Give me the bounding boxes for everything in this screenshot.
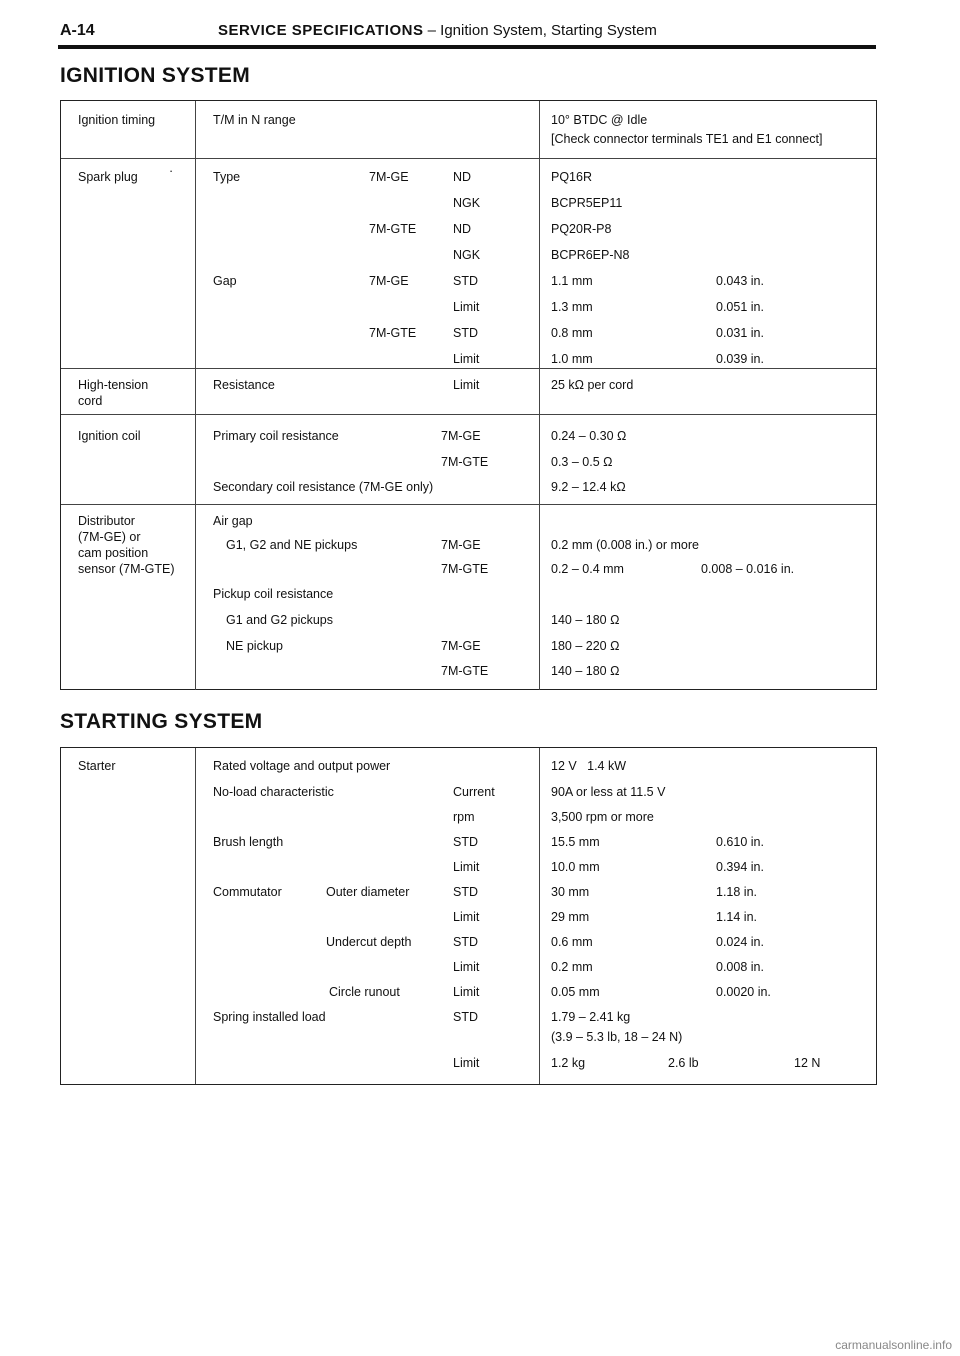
dist-g12: G1 and G2 pickups <box>226 613 334 627</box>
starting-table <box>60 747 877 1085</box>
starter-rated: Rated voltage and output power <box>213 759 391 773</box>
spark-type-label: Type <box>213 170 241 184</box>
spark-sub-3: ND <box>453 222 472 236</box>
starter-value-1: 12 V 1.4 kW <box>551 759 627 773</box>
spark-sub-6: Limit <box>453 300 480 314</box>
starter-brush: Brush length <box>213 835 284 849</box>
cord-item: Resistance <box>213 378 275 392</box>
starter-inch-10: 0.0020 in. <box>716 985 771 999</box>
cord-sub: Limit <box>453 378 480 392</box>
cord-value: 25 kΩ per cord <box>551 378 634 392</box>
spark-value-8: 1.0 mm <box>551 352 593 366</box>
starter-sub-l5: Limit <box>453 1056 480 1070</box>
coil-value-3: 9.2 – 12.4 kΩ <box>551 480 626 494</box>
starter-noload: No-load characteristic <box>213 785 334 799</box>
starter-value-3: 3,500 rpm or more <box>551 810 654 824</box>
spark-value-6: 1.3 mm <box>551 300 593 314</box>
label-ignition-timing: Ignition timing <box>78 113 156 127</box>
starter-inch-5: 0.394 in. <box>716 860 764 874</box>
starter-sub-rpm: rpm <box>453 810 475 824</box>
coil-engine-2: 7M-GTE <box>441 455 489 469</box>
starter-sub-l4: Limit <box>453 985 480 999</box>
starter-sub-l2: Limit <box>453 910 480 924</box>
row-spark-plug <box>61 158 876 369</box>
starter-inch-7: 1.14 in. <box>716 910 758 924</box>
spark-value-3: PQ20R-P8 <box>551 222 612 236</box>
dist-airgap: Air gap <box>213 514 253 528</box>
spark-value-2: BCPR5EP11 <box>551 196 623 210</box>
starter-inch-4: 0.610 in. <box>716 835 764 849</box>
ignition-table <box>60 100 877 690</box>
starter-runout: Circle runout <box>329 985 400 999</box>
starter-commutator: Commutator <box>213 885 282 899</box>
spark-inch-8: 0.039 in. <box>716 352 764 366</box>
page-number: A-14 <box>60 22 95 39</box>
dist-engine-1: 7M-GE <box>441 538 481 552</box>
starter-sub-s4: STD <box>453 1010 478 1024</box>
starter-value-13c: 12 N <box>794 1056 821 1070</box>
dist-engine-2: 7M-GTE <box>441 562 489 576</box>
spark-sub-5: STD <box>453 274 478 288</box>
starter-value-12: (3.9 – 5.3 lb, 18 – 24 N) <box>551 1030 683 1044</box>
starter-value-7: 29 mm <box>551 910 590 924</box>
page-title <box>218 22 657 39</box>
spark-value-1: PQ16R <box>551 170 592 184</box>
spark-sub-8: Limit <box>453 352 480 366</box>
label-dist-2: (7M-GE) or <box>78 530 141 544</box>
starter-inch-9: 0.008 in. <box>716 960 764 974</box>
coil-primary: Primary coil resistance <box>213 429 339 443</box>
starter-inch-8: 0.024 in. <box>716 935 764 949</box>
starter-value-13: 1.2 kg <box>551 1056 586 1070</box>
starter-value-6: 30 mm <box>551 885 590 899</box>
starter-value-8: 0.6 mm <box>551 935 593 949</box>
dist-value-4: 180 – 220 Ω <box>551 639 620 653</box>
dist-pickup-res: Pickup coil resistance <box>213 587 334 601</box>
timing-note: [Check connector terminals TE1 and E1 connect] <box>551 132 823 146</box>
row-distributor <box>61 504 876 690</box>
starter-outer: Outer diameter <box>326 885 410 899</box>
coil-secondary: Secondary coil resistance (7M-GE only) <box>213 480 434 494</box>
page-title-bold: SERVICE SPECIFICATIONS <box>218 22 424 39</box>
starter-sub-s3: STD <box>453 935 478 949</box>
starter-sub-current: Current <box>453 785 495 799</box>
spark-engine-3: 7M-GE <box>369 274 409 288</box>
spark-value-7: 0.8 mm <box>551 326 593 340</box>
spark-engine-1: 7M-GE <box>369 170 409 184</box>
starter-value-11: 1.79 – 2.41 kg <box>551 1010 631 1024</box>
starter-sub-s2: STD <box>453 885 478 899</box>
spark-sub-4: NGK <box>453 248 481 262</box>
row-ignition-coil <box>61 414 876 505</box>
dist-value-2: 0.2 – 0.4 mm <box>551 562 624 576</box>
label-dist-3: cam position <box>78 546 149 560</box>
label-dist-4: sensor (7M-GTE) <box>78 562 175 576</box>
spark-gap-label: Gap <box>213 274 237 288</box>
footer-watermark: carmanualsonline.info <box>835 1338 952 1352</box>
dist-value-2-inch: 0.008 – 0.016 in. <box>701 562 795 576</box>
dist-engine-4: 7M-GTE <box>441 664 489 678</box>
ignition-heading: IGNITION SYSTEM <box>60 64 251 87</box>
dist-engine-3: 7M-GE <box>441 639 481 653</box>
dist-ne: NE pickup <box>226 639 283 653</box>
label-spark-plug: Spark plug <box>78 170 138 184</box>
starter-value-9: 0.2 mm <box>551 960 593 974</box>
starter-value-13b: 2.6 lb <box>668 1056 699 1070</box>
row-ignition-timing <box>61 101 876 158</box>
label-dist-1: Distributor <box>78 514 135 528</box>
starter-sub-s1: STD <box>453 835 478 849</box>
label-ignition-coil: Ignition coil <box>78 429 141 443</box>
starter-value-2: 90A or less at 11.5 V <box>551 785 666 799</box>
coil-value-1: 0.24 – 0.30 Ω <box>551 429 627 443</box>
spark-sub-2: NGK <box>453 196 481 210</box>
starter-value-5: 10.0 mm <box>551 860 600 874</box>
page-header <box>60 22 657 40</box>
spark-engine-2: 7M-GTE <box>369 222 417 236</box>
coil-engine-1: 7M-GE <box>441 429 481 443</box>
starter-sub-l1: Limit <box>453 860 480 874</box>
starter-value-10: 0.05 mm <box>551 985 600 999</box>
spark-inch-6: 0.051 in. <box>716 300 764 314</box>
spark-value-5: 1.1 mm <box>551 274 593 288</box>
starter-inch-6: 1.18 in. <box>716 885 758 899</box>
header-rule <box>58 45 876 49</box>
label-starter: Starter <box>78 759 116 773</box>
spark-inch-7: 0.031 in. <box>716 326 764 340</box>
label-cord-1: High-tension <box>78 378 149 392</box>
starter-undercut: Undercut depth <box>326 935 412 949</box>
starter-value-4: 15.5 mm <box>551 835 600 849</box>
dist-value-1: 0.2 mm (0.008 in.) or more <box>551 538 699 552</box>
label-cord-2: cord <box>78 394 103 408</box>
spark-sub-1: ND <box>453 170 472 184</box>
spark-inch-5: 0.043 in. <box>716 274 764 288</box>
dist-value-5: 140 – 180 Ω <box>551 664 620 678</box>
starter-sub-l3: Limit <box>453 960 480 974</box>
timing-value: 10° BTDC @ Idle <box>551 113 648 127</box>
dist-pickups: G1, G2 and NE pickups <box>226 538 358 552</box>
spark-sub-7: STD <box>453 326 478 340</box>
spark-value-4: BCPR6EP-N8 <box>551 248 630 262</box>
coil-value-2: 0.3 – 0.5 Ω <box>551 455 613 469</box>
spark-plug-mark: · <box>169 164 174 178</box>
page-title-rest: – Ignition System, Starting System <box>423 22 657 39</box>
spark-engine-4: 7M-GTE <box>369 326 417 340</box>
starter-spring: Spring installed load <box>213 1010 326 1024</box>
dist-value-3: 140 – 180 Ω <box>551 613 620 627</box>
timing-condition: T/M in N range <box>213 113 296 127</box>
row-high-tension-cord <box>61 368 876 415</box>
starting-heading: STARTING SYSTEM <box>60 710 263 733</box>
